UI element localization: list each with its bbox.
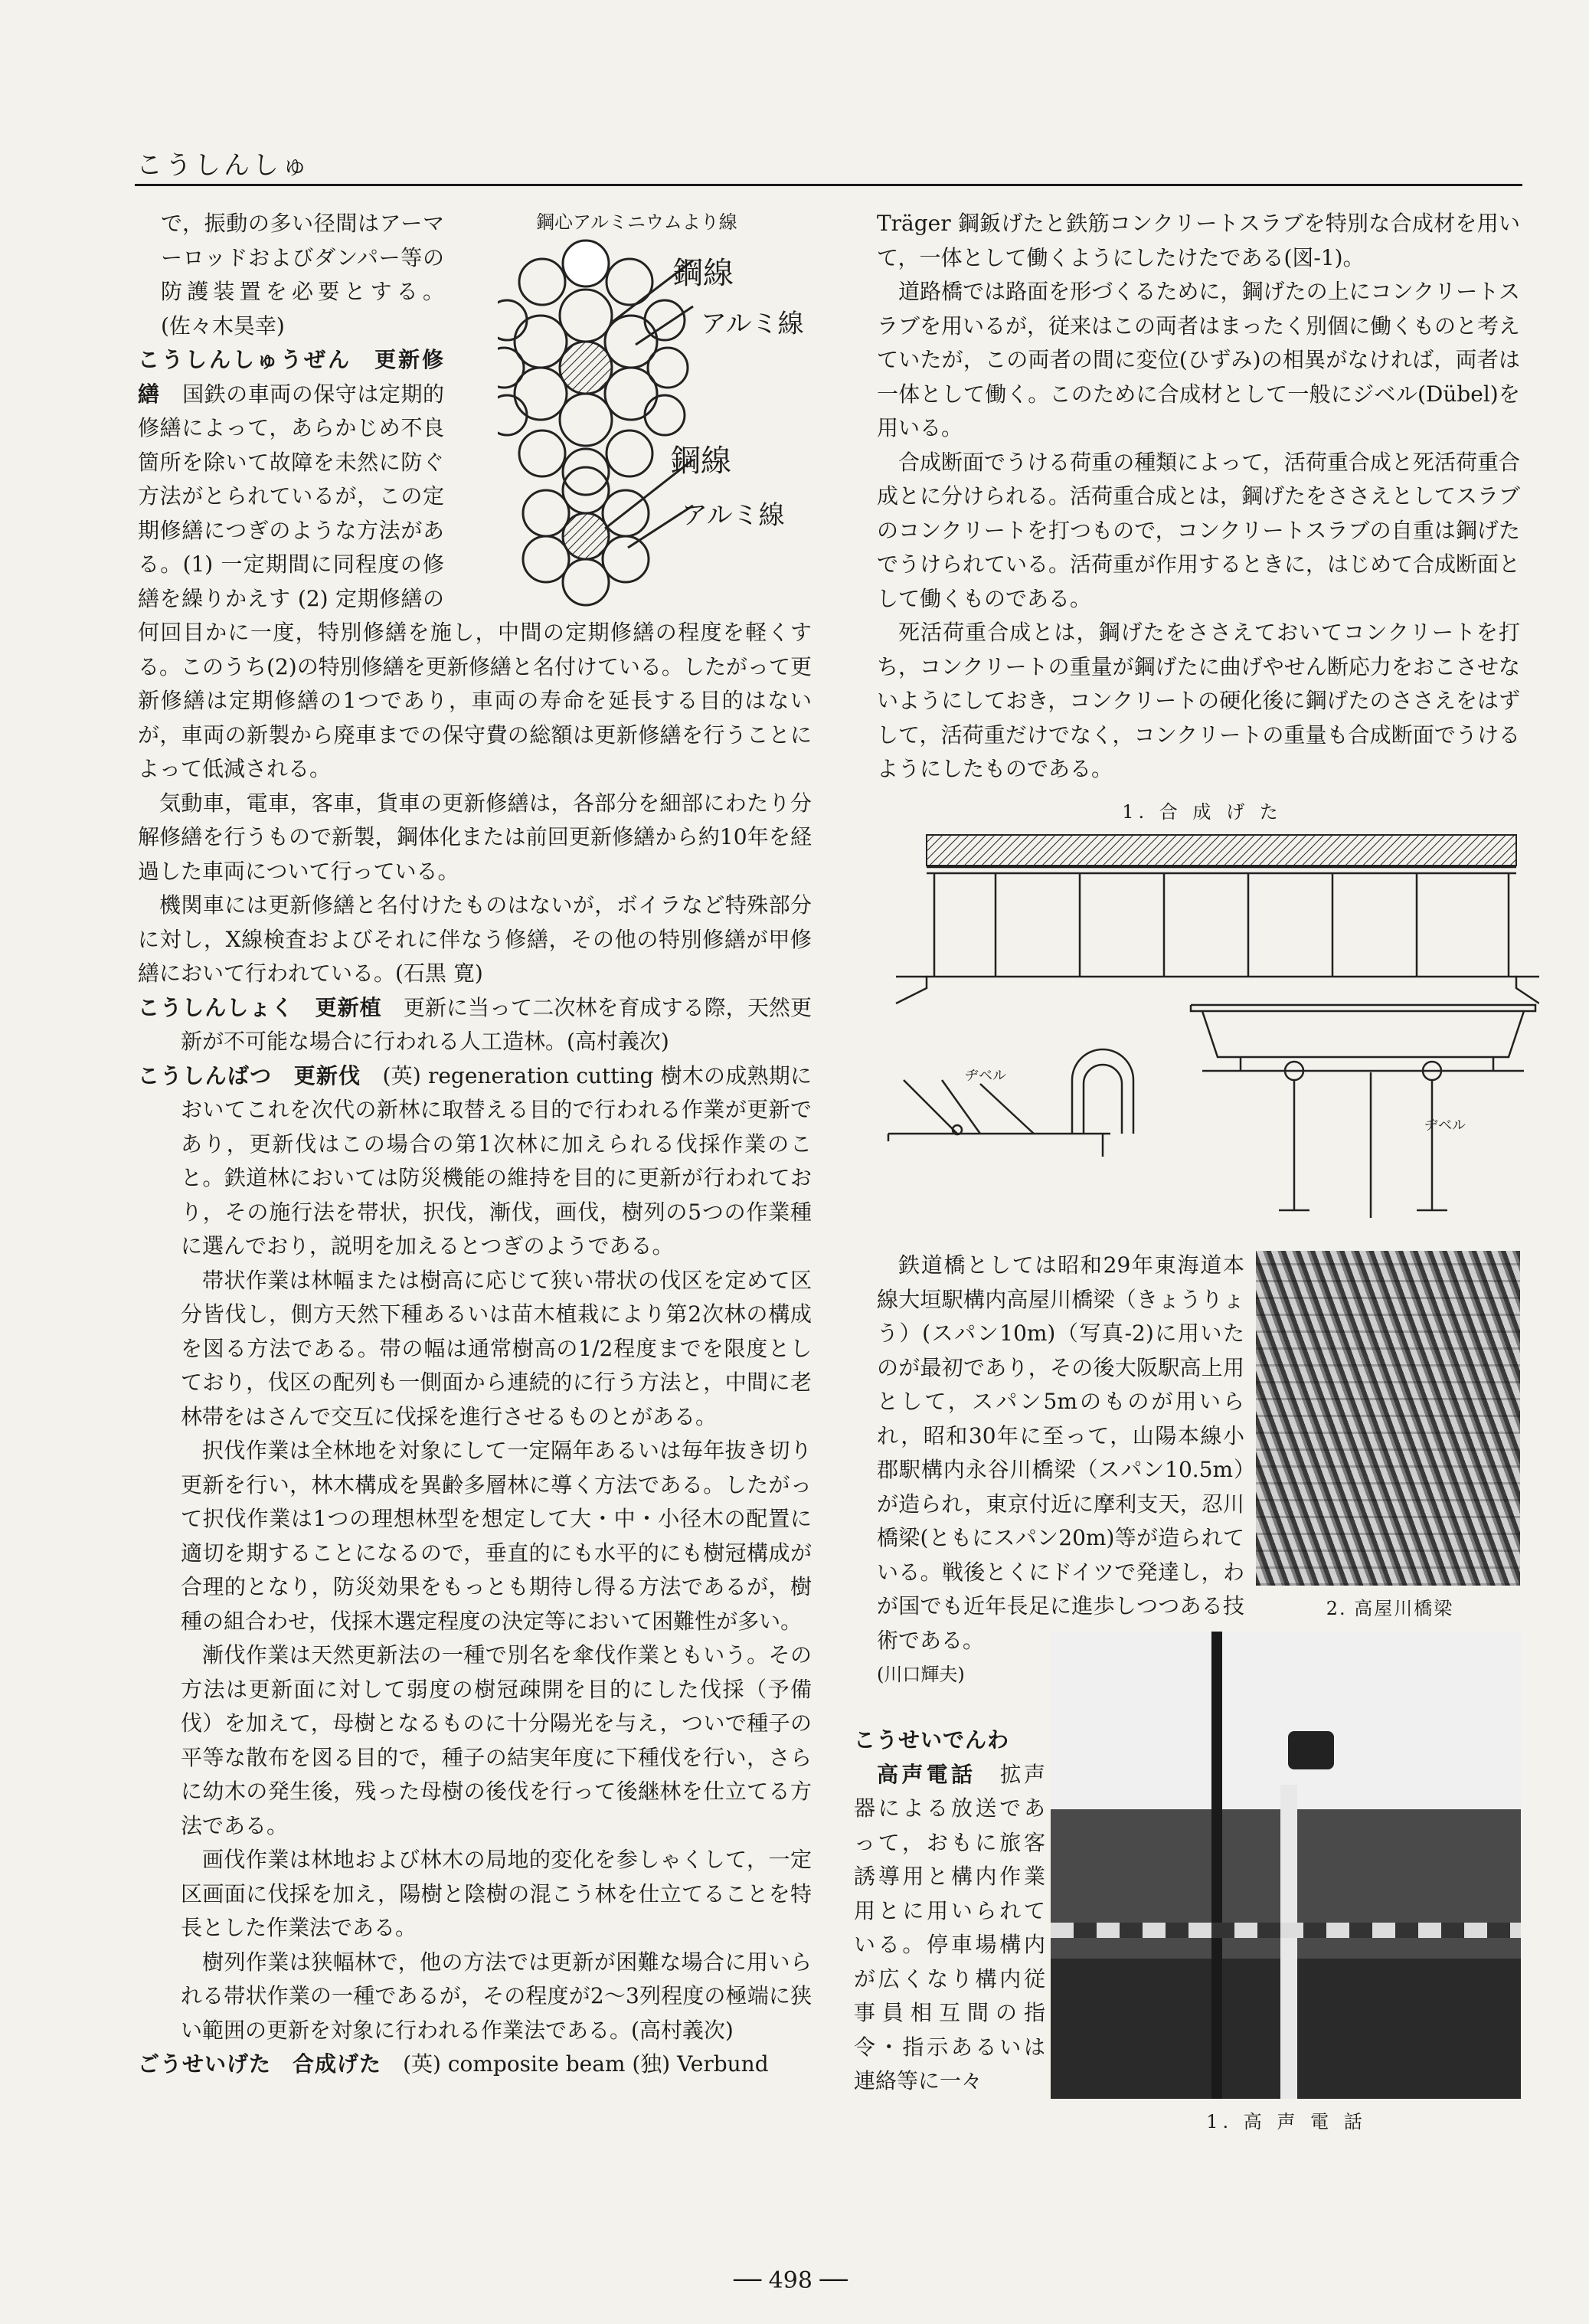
entry-koshinshuzen-p2: 気動車，電車，客車，貨車の更新修繕は，各部分を細部にわたり分解修繕を行うもので新製，鋼体化または前回更新修繕から約10年を経過した車両について行っている。	[138, 790, 812, 884]
running-header: こうしんしゅ	[136, 150, 311, 181]
right-column-top	[877, 207, 1520, 787]
girder-dubel-label-1: ヂベル	[965, 1068, 1006, 1084]
left-column	[138, 207, 812, 2082]
entry-koshinshoku: こうしんしょく 更新植 更新に当って二次林を育成する際，天然更新が不可能な場合に行われる人工造林。(高村義次)	[138, 994, 812, 1054]
entry-koshinbatsu-p2: 帯状作業は林幅または樹高に応じて狭い帯状の伐区を定めて区分皆伐し，側方天然下種あるいは苗木植栽により第2次林の構成を図る方法である。帯の幅は通常樹高の1/2程度までを限度としており，伐区の配列も一側面から連続的に行う方法と，中間に老林帯をはさんで交互に伐採を進行させるものとがある。	[181, 1267, 812, 1429]
entry-koshinbatsu-p6: 樹列作業は狭幅林で，他の方法では更新が困難な場合に用いられる帯状作業の一種であるが，その程度が2〜3列程度の極端に狭い範囲の更新を対象に行われる作業法である。(高村義次)	[181, 1949, 812, 2043]
entry-goseigeta-term: 合成げた	[293, 2051, 382, 2077]
right-p1: Träger 鋼鈑げたと鉄筋コンクリートスラブを特別な合成材を用いて，一体として働くようにしたけたである(図-1)。	[877, 211, 1520, 270]
page-number: ── 498 ──	[734, 2267, 848, 2294]
entry-koshinshuzen: こうしんしゅうぜん 更新修繕 国鉄の車両の保守は定期的修繕によって，あらかじめ不良箇所を除いて故障を未然に防ぐ方法がとられているが，この定期修繕につぎのような方法がある。(1) 一定期間に同程度の修繕を繰りかえす (2) 定期修繕の何回目かに一度，特別修繕を施し，中間の定期修繕の程度を軽くする。このうち(2)の特別修繕を更新修繕と名付けている。したがって更新修繕は定期修繕の1つであり，車両の寿命を延長する目的はないが，車両の新製から廃車までの保守費の総額は更新修繕を行うことによって低減される。	[138, 347, 812, 781]
entry-goseigeta-head: ごうせいげた	[138, 2051, 272, 2077]
header-rule	[135, 184, 1522, 186]
strand-label-steel-1: 鋼線	[672, 256, 734, 291]
right-p4: 死活荷重合成とは，鋼げたをささえておいてコンクリートを打ち，コンクリートの重量が鋼げたに曲げやせん断応力をおこさせないようにしておき，コンクリートの硬化後に鋼げたのささえをはずして，活荷重だけでなく，コンクリートの重量も合成断面でうけるようにしたものである。	[877, 620, 1520, 781]
right-column-lower	[877, 1249, 1244, 1692]
entry-goseigeta: ごうせいげた 合成げた (英) composite beam (独) Verbund	[138, 2051, 769, 2077]
speaker-photo	[1051, 1632, 1521, 2099]
entry-koseidenwa-term: 高声電話	[877, 1761, 976, 1787]
entry-koshinbatsu-term: 更新伐	[293, 1062, 361, 1088]
bridge-photo-caption: 2. 高屋川橋梁	[1326, 1598, 1454, 1619]
right-p5: 鉄道橋としては昭和29年東海道本線大垣駅構内高屋川橋梁（きょうりょう）(スパン10m)（写真-2)に用いたのが最初であり，その後大阪駅高上用として，スパン5mのものが用いられ，昭和30年に至って，山陽本線小郡駅構内永谷川橋梁（スパン10.5m）が造られ，東京付近に摩利支天，忍川橋梁(ともにスパン20m)等が造られている。戦後とくにドイツで発達し，わが国でも近年長足に進歩しつつある技術である。	[877, 1252, 1244, 1653]
entry-koshinshuzen-p3: 機関車には更新修繕と名付けたものはないが，ボイラなど特殊部分に対し，X線検査およびそれに伴なう修繕，その他の特別修繕が甲修繕において行われている。(石黒 寛)	[138, 892, 812, 986]
strand-label-alum-2: アルミ線	[682, 500, 785, 531]
entry-koshinbatsu: こうしんばつ 更新伐 (英) regeneration cutting 樹木の成熟期においてこれを次代の新林に取替える目的で行われる作業が更新であり，更新伐はこの場合の第1次林に加えられる伐採作業のこと。鉄道林においては防災機能の維持を目的に更新が行われており，その施行法を帯状，択伐，漸伐，画伐，樹列の5つの作業種に選んでおり，説明を加えるとつぎのようである。	[138, 1062, 812, 1259]
entry-koshinshuzen-term: 更新修繕	[138, 347, 444, 407]
bridge-photo	[1256, 1251, 1520, 1586]
entry-koshinbatsu-head: こうしんばつ	[138, 1062, 273, 1088]
left-intro-paragraph: で，振動の多い径間はアーマーロッドおよびダンパー等の防護装置を必要とする。(佐々木昊幸)	[161, 211, 444, 339]
entry-koshinbatsu-p4: 漸伐作業は天然更新法の一種で別名を傘伐作業ともいう。その方法は更新面に対して弱度の樹冠疎開を目的にした伐採（予備伐）を加えて，母樹となるものに十分陽光を与え，ついで種子の平等な散布を図る目的で，種子の結実年度に下種伐を行い，さらに幼木の発生後，残った母樹の後伐を行って後継林を仕立てる方法である。	[181, 1642, 812, 1838]
right-p2: 道路橋では路面を形づくるために，鋼げたの上にコンクリートスラブを用いるが，従来はこの両者はまったく別個に働くものと考えていたが，この両者の間に変位(ひずみ)の相異がなければ，両者は一体として働く。このために合成材として一般にジベル(Dübel)を用いる。	[877, 279, 1521, 440]
girder-dubel-label-2: ヂベル	[1424, 1118, 1466, 1134]
entry-koseidenwa: こうせいでんわ 高声電話 拡声器による放送であって，おもに旅客誘導用と構内作業用とに用いられている。停車場構内が広くなり構内従事員相互間の指令・指示あるいは連絡等に一々	[854, 1727, 1045, 2093]
strand-caption: 鋼心アルミニウムより線	[536, 211, 737, 233]
strand-label-alum-1: アルミ線	[701, 309, 804, 339]
right-p3: 合成断面でうける荷重の種類によって，活荷重合成と死活荷重合成とに分けられる。活荷重合成とは，鋼げたをささえとしてスラブのコンクリートを打つもので，コンクリートスラブの自重は鋼げたでうけられている。活荷重が作用するときに，はじめて合成断面として働くものである。	[877, 449, 1521, 611]
strand-label-steel-2: 鋼線	[670, 444, 731, 479]
right-p5-author: (川口輝夫)	[877, 1664, 965, 1685]
entry-koshinshuzen-head: こうしんしゅうぜん	[138, 347, 351, 372]
entry-koshinbatsu-p3: 択伐作業は全林地を対象にして一定隔年あるいは毎年抜き切り更新を行い，林木構成を異齢多層林に導く方法である。したがって択伐作業は1つの理想林型を想定して大・中・小径木の配置に適切を期することになるので，垂直的にも水平的にも樹冠構成が合理的となり，防災効果をもっとも期待し得る方法であるが，樹種の組合わせ，伐採木選定程度の決定等において困難性が多い。	[181, 1438, 812, 1634]
entry-koshinshoku-term: 更新植	[315, 994, 382, 1020]
speaker-photo-caption: 1. 高 声 電 話	[1206, 2111, 1367, 2133]
girder-caption: 1. 合 成 げ た	[1122, 801, 1283, 823]
right-column-entry	[854, 1723, 1045, 2099]
entry-koshinbatsu-p5: 画伐作業は林地および林木の局地的変化を参しゃくして，一定区画面に伐採を加え，陽樹と陰樹の混こう林を仕立てることを特長とした作業法である。	[181, 1847, 812, 1940]
entry-koshinshoku-head: こうしんしょく	[138, 994, 294, 1020]
girder-diagram	[881, 827, 1539, 1241]
entry-koseidenwa-head: こうせいでんわ	[854, 1727, 1010, 1753]
